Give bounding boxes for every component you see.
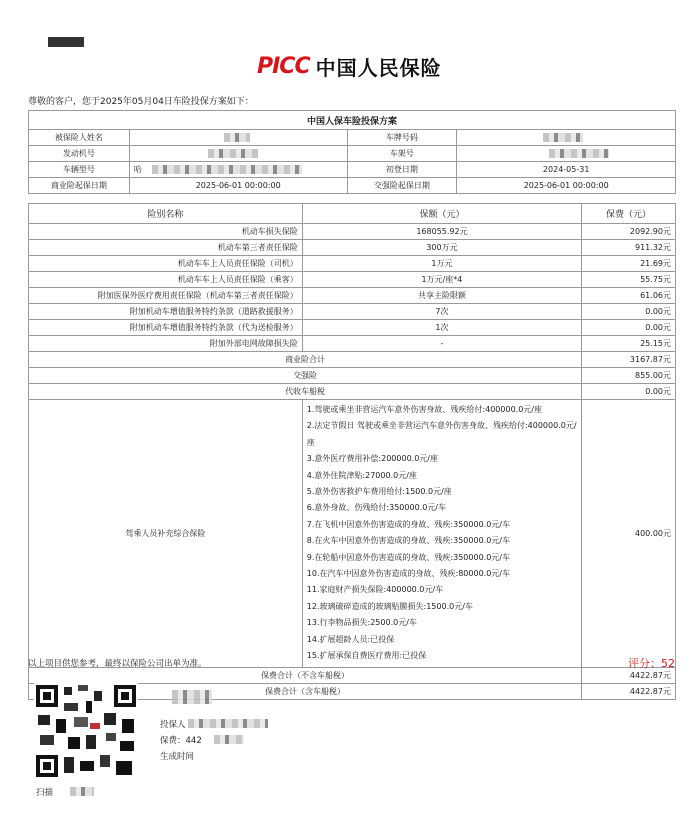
compulsory-row: 交强险 855.00元 xyxy=(29,368,676,384)
table-row: 机动车第三者责任保险 300万元 911.32元 xyxy=(29,240,676,256)
table-row: 附加医保外医疗费用责任保险（机动车第三者责任保险） 共享主险限额 61.06元 xyxy=(29,288,676,304)
table-row: 附加机动车增值服务特约条款（代为送检服务） 1次 0.00元 xyxy=(29,320,676,336)
commercial-total-row: 商业险合计 3167.87元 xyxy=(29,352,676,368)
table-row: 附加机动车增值服务特约条款（道路救援服务） 7次 0.00元 xyxy=(29,304,676,320)
list-item: 5.意外伤害救护车费用给付:1500.0元/座 xyxy=(306,487,452,497)
plan-info-table xyxy=(28,110,676,194)
total-incl-tax-row: 保费合计（含车船税） 4422.87元 xyxy=(29,683,676,699)
plate-no-value xyxy=(457,130,676,146)
list-item: 8.在火车中因意外伤害造成的身故、残疾:350000.0元/车 xyxy=(306,536,510,546)
supplement-items xyxy=(302,400,581,668)
redacted-header-text xyxy=(48,37,84,47)
insured-name-value xyxy=(129,130,347,146)
list-item: 4.意外住院津贴:27000.0元/座 xyxy=(306,470,417,480)
table-row: 附加外部电网故障损失险 - 25.15元 xyxy=(29,336,676,352)
table-row: 机动车损失保险 168055.92元 2092.90元 xyxy=(29,224,676,240)
info-premium: 保费：442 xyxy=(160,734,202,746)
insured-name-label: 被保险人姓名 xyxy=(29,130,130,146)
first-reg-label: 初登日期 xyxy=(347,162,457,178)
supplement-name: 驾乘人员补充综合保险 xyxy=(29,400,303,668)
disclaimer-note: 以上项目供您参考，最终以保险公司出单为准。 xyxy=(28,659,207,669)
header-premium: 保费（元） xyxy=(582,204,676,224)
model-value: 哈 xyxy=(129,162,347,178)
vehicle-tax-row: 代收车船税 0.00元 xyxy=(29,384,676,400)
compulsory-start-label: 交强险起保日期 xyxy=(347,178,457,194)
vin-value xyxy=(457,146,676,162)
logo-name: 中国人民保险 xyxy=(315,56,442,80)
table-row: 机动车车上人员责任保险（乘客） 1万元/座*4 55.75元 xyxy=(29,272,676,288)
compulsory-start-value: 2025-06-01 00:00:00 xyxy=(457,178,676,194)
list-item: 15.扩展承保自费医疗费用:已投保 xyxy=(306,651,427,661)
logo-mark: PICC xyxy=(257,54,310,79)
plate-no-label: 车牌号码 xyxy=(347,130,457,146)
first-reg-value: 2024-05-31 xyxy=(457,162,676,178)
supplement-premium: 400.00元 xyxy=(582,400,676,668)
list-item: 10.在汽车中因意外伤害造成的身故、残疾:80000.0元/车 xyxy=(306,569,510,579)
info-generated: 生成时间 xyxy=(160,752,195,762)
commercial-start-label: 商业险起保日期 xyxy=(29,178,130,194)
supplement-row xyxy=(29,400,676,668)
list-item: 3.意外医疗费用补偿:200000.0元/座 xyxy=(306,454,438,464)
greeting: 尊敬的客户，您于2025年05月04日车险投保方案如下： xyxy=(28,97,254,107)
scan-hint: 扫描 xyxy=(36,786,53,798)
list-item: 9.在轮船中因意外伤害造成的身故、残疾:350000.0元/车 xyxy=(306,552,510,562)
commercial-start-value: 2025-06-01 00:00:00 xyxy=(129,178,347,194)
list-item: 11.家庭财产损失保险:400000.0元/车 xyxy=(306,585,444,595)
coverage-table xyxy=(28,203,676,700)
header-coverage-name: 险别名称 xyxy=(29,204,303,224)
list-item: 2.法定节假日 驾驶或乘坐非营运汽车意外伤害身故、残疾给付:400000.0元/座 xyxy=(306,421,577,447)
score-text: 评分：52 xyxy=(628,657,675,670)
list-item: 13.行李物品损失:2500.0元/车 xyxy=(306,618,417,628)
table-row: 机动车车上人员责任保险（司机） 1万元 21.69元 xyxy=(29,256,676,272)
redacted-info-header xyxy=(172,690,212,704)
engine-no-label: 发动机号 xyxy=(29,146,130,162)
qr-code xyxy=(34,683,138,779)
list-item: 6.意外身故、伤残给付:350000.0元/车 xyxy=(306,503,446,513)
picc-logo xyxy=(257,52,442,81)
list-item: 14.扩展超龄人员:已投保 xyxy=(306,634,395,644)
list-item: 12.玻璃破碎造成的玻璃贴膜损失:1500.0元/车 xyxy=(306,601,473,611)
engine-no-value xyxy=(129,146,347,162)
model-label: 车辆型号 xyxy=(29,162,130,178)
list-item: 7.在飞机中因意外伤害造成的身故、残疾:350000.0元/车 xyxy=(306,519,510,529)
total-excl-tax-row: 保费合计（不含车船税） 4422.87元 xyxy=(29,667,676,683)
info-insurer: 投保人 xyxy=(160,718,186,730)
vin-label: 车架号 xyxy=(347,146,457,162)
header-amount: 保额（元） xyxy=(302,204,581,224)
list-item: 1.驾驶或乘坐非营运汽车意外伤害身故、残疾给付:400000.0元/座 xyxy=(306,405,542,414)
plan-title: 中国人保车险投保方案 xyxy=(29,111,676,130)
